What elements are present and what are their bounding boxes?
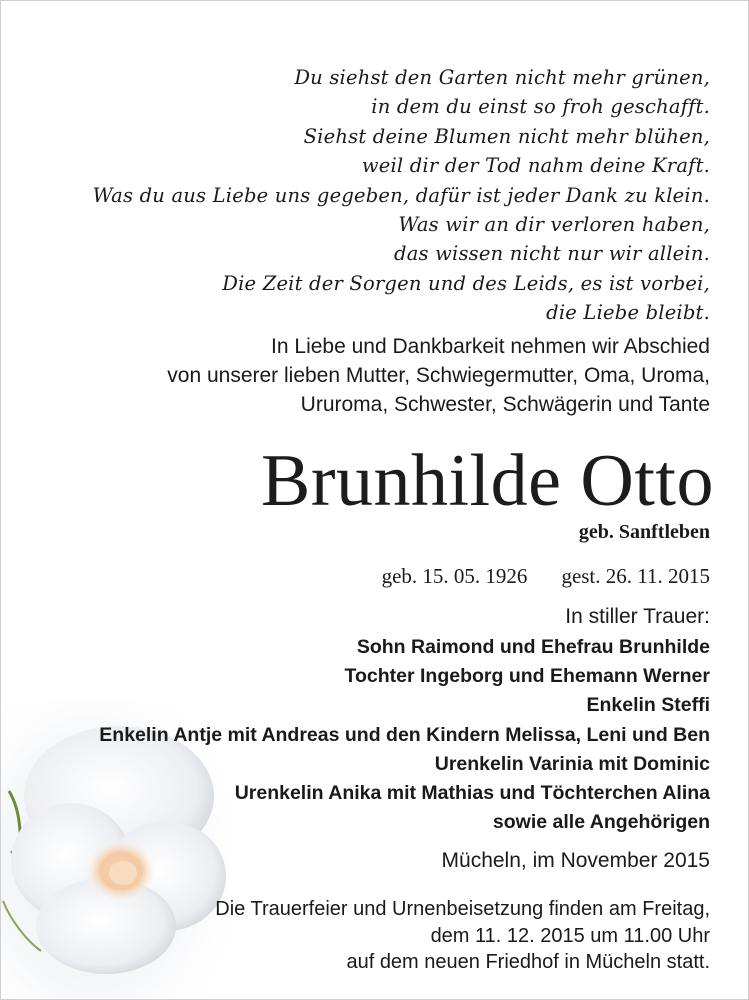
maiden-name: geb. Sanftleben	[578, 521, 710, 543]
poem-line: Was du aus Liebe uns gegeben, dafür ist jeder Dank zu klein.	[92, 183, 710, 207]
poem-line: Was wir an dir verloren haben,	[398, 212, 710, 236]
mourner-line: Tochter Ingeborg und Ehemann Werner	[344, 665, 710, 688]
place-and-date: Mücheln, im November 2015	[441, 849, 710, 872]
mourner-line: Urenkelin Varinia mit Dominic	[434, 752, 710, 775]
service-line: auf dem neuen Friedhof in Mücheln statt.	[346, 951, 710, 973]
birth-date: geb. 15. 05. 1926	[381, 564, 528, 588]
mourners-list	[99, 633, 710, 837]
mourner-line: Enkelin Antje mit Andreas und den Kindern Melissa, Leni und Ben	[99, 723, 710, 746]
mourner-line: Urenkelin Anika mit Mathias und Töchterchen Alina	[234, 781, 710, 804]
farewell-intro	[167, 332, 710, 419]
deceased-name: Brunhilde Otto	[260, 440, 714, 522]
mourner-line: sowie alle Angehörigen	[492, 811, 710, 834]
mourning-label: In stiller Trauer:	[565, 605, 710, 628]
life-dates	[382, 562, 710, 590]
poem-line: Die Zeit der Sorgen und des Leids, es ist vorbei,	[222, 271, 710, 295]
funeral-service-info	[215, 896, 710, 976]
poem-line: die Liebe bleibt.	[546, 301, 710, 325]
service-line: Die Trauerfeier und Urnenbeisetzung finden am Freitag,	[215, 898, 710, 920]
poem-line: das wissen nicht nur wir allein.	[394, 242, 710, 266]
mourner-line: Enkelin Steffi	[586, 694, 710, 717]
poem-line: in dem du einst so froh geschafft.	[371, 95, 710, 119]
death-date: gest. 26. 11. 2015	[561, 564, 710, 588]
poem-line: weil dir der Tod nahm deine Kraft.	[361, 154, 710, 178]
intro-line: von unserer lieben Mutter, Schwiegermutter, Oma, Uroma,	[167, 364, 710, 387]
intro-line: Ururoma, Schwester, Schwägerin und Tante	[300, 393, 710, 416]
poem-line: Du siehst den Garten nicht mehr grünen,	[294, 66, 710, 89]
intro-line: In Liebe und Dankbarkeit nehmen wir Abschied	[271, 335, 710, 358]
mourner-line: Sohn Raimond und Ehefrau Brunhilde	[356, 636, 710, 658]
poem-line: Siehst deine Blumen nicht mehr blühen,	[303, 124, 710, 148]
memorial-poem	[93, 63, 710, 328]
service-line: dem 11. 12. 2015 um 11.00 Uhr	[430, 924, 710, 947]
